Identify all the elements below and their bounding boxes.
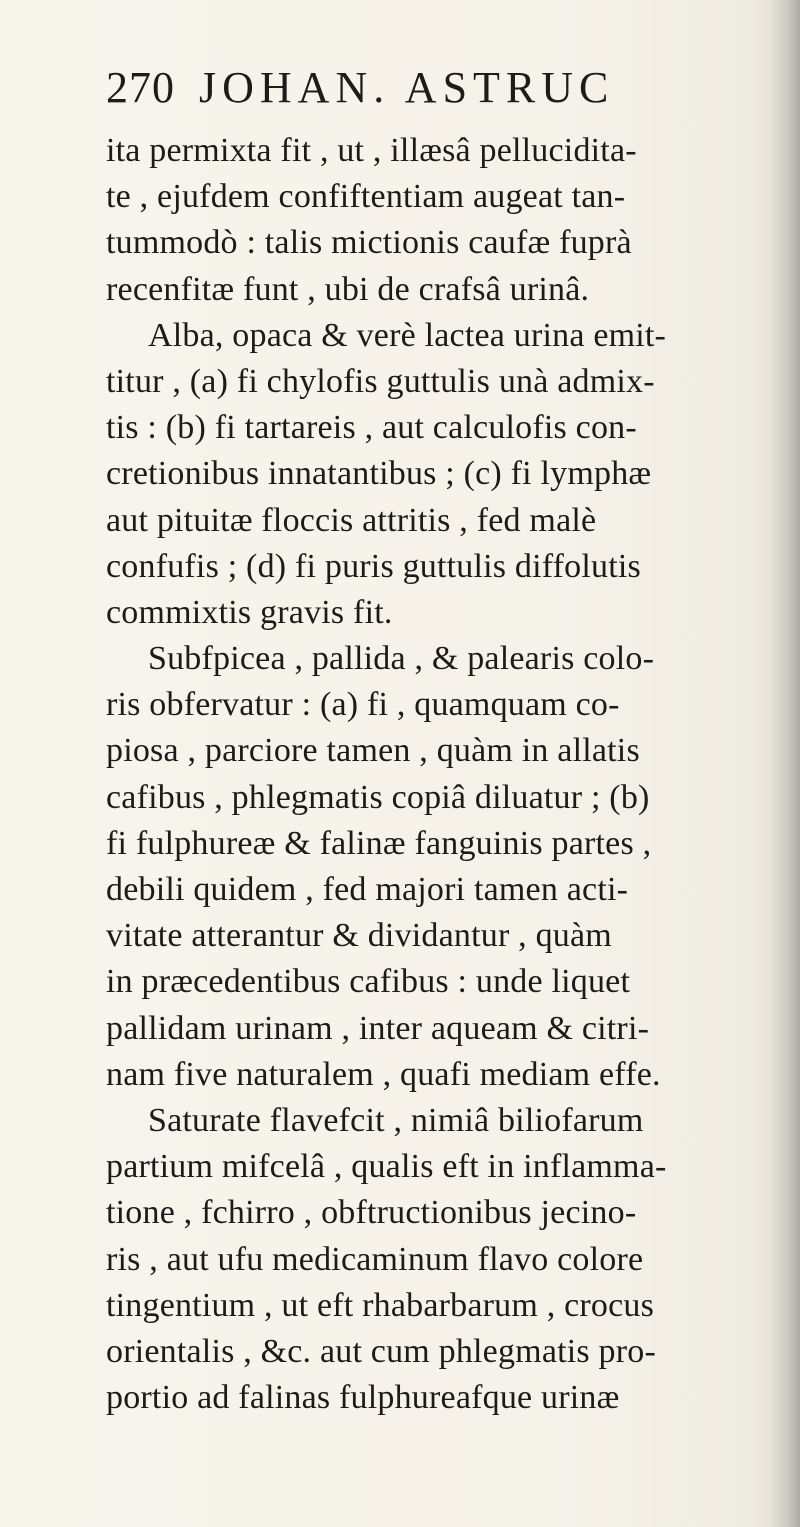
text-line: in præcedentibus cafibus : unde liquet [106, 963, 631, 1001]
text-line: ris obfervatur : (a) fi , quamquam co- [106, 686, 620, 724]
text-line: titur , (a) fi chylofis guttulis unà admix- [106, 362, 655, 400]
text-line: pallidam urinam , inter aqueam & citri- [106, 1009, 650, 1047]
text-line: partium mifcelâ , qualis eft in inflamma- [106, 1148, 667, 1186]
text-line: recenfitæ funt , ubi de crafsâ urinâ. [106, 270, 590, 308]
text-line: tummodò : talis mictionis caufæ fuprà [106, 224, 632, 262]
text-line: te , ejufdem confiftentiam augeat tan- [106, 178, 626, 216]
body-text [106, 128, 796, 1421]
text-line: orientalis , &c. aut cum phlegmatis pro- [106, 1332, 656, 1370]
text-line: piosa , parciore tamen , quàm in allatis [106, 732, 640, 770]
text-line: portio ad falinas fulphureafque urinæ [106, 1379, 620, 1417]
running-head: JOHAN. ASTRUC [199, 63, 615, 112]
text-line: confufis ; (d) fi puris guttulis diffolutis [106, 547, 641, 585]
paragraph-start-line: Alba, opaca & verè lactea urina emit- [148, 316, 667, 354]
paragraph-start-line: Saturate flavefcit , nimiâ biliofarum [148, 1101, 644, 1139]
page-number: 270 [106, 63, 175, 112]
paragraph-start-line: Subfpicea , pallida , & palearis colo- [148, 640, 655, 678]
text-line: aut pituitæ floccis attritis , fed malè [106, 501, 597, 539]
text-line: tingentium , ut eft rhabarbarum , crocus [106, 1286, 655, 1324]
text-line: cretionibus innatantibus ; (c) fi lymphæ [106, 455, 652, 493]
page-header [106, 62, 614, 122]
text-line: fi fulphureæ & falinæ fanguinis partes , [106, 824, 652, 862]
text-line: nam five naturalem , quafi mediam effe. [106, 1055, 661, 1093]
text-line: ris , aut ufu medicaminum flavo colore [106, 1240, 644, 1278]
text-line: vitate atterantur & dividantur , quàm [106, 917, 612, 955]
text-line: ita permixta fit , ut , illæsâ pelluciditа- [106, 132, 637, 169]
text-line: cafibus , phlegmatis copiâ diluatur ; (b) [106, 778, 650, 816]
text-line: tis : (b) fi tartareis , aut calculofis con- [106, 409, 637, 447]
text-line: tione , fchirro , obftructionibus jecino- [106, 1194, 637, 1232]
text-line: debili quidem , fed majori tamen acti- [106, 871, 629, 908]
text-line: commixtis gravis fit. [106, 593, 393, 631]
